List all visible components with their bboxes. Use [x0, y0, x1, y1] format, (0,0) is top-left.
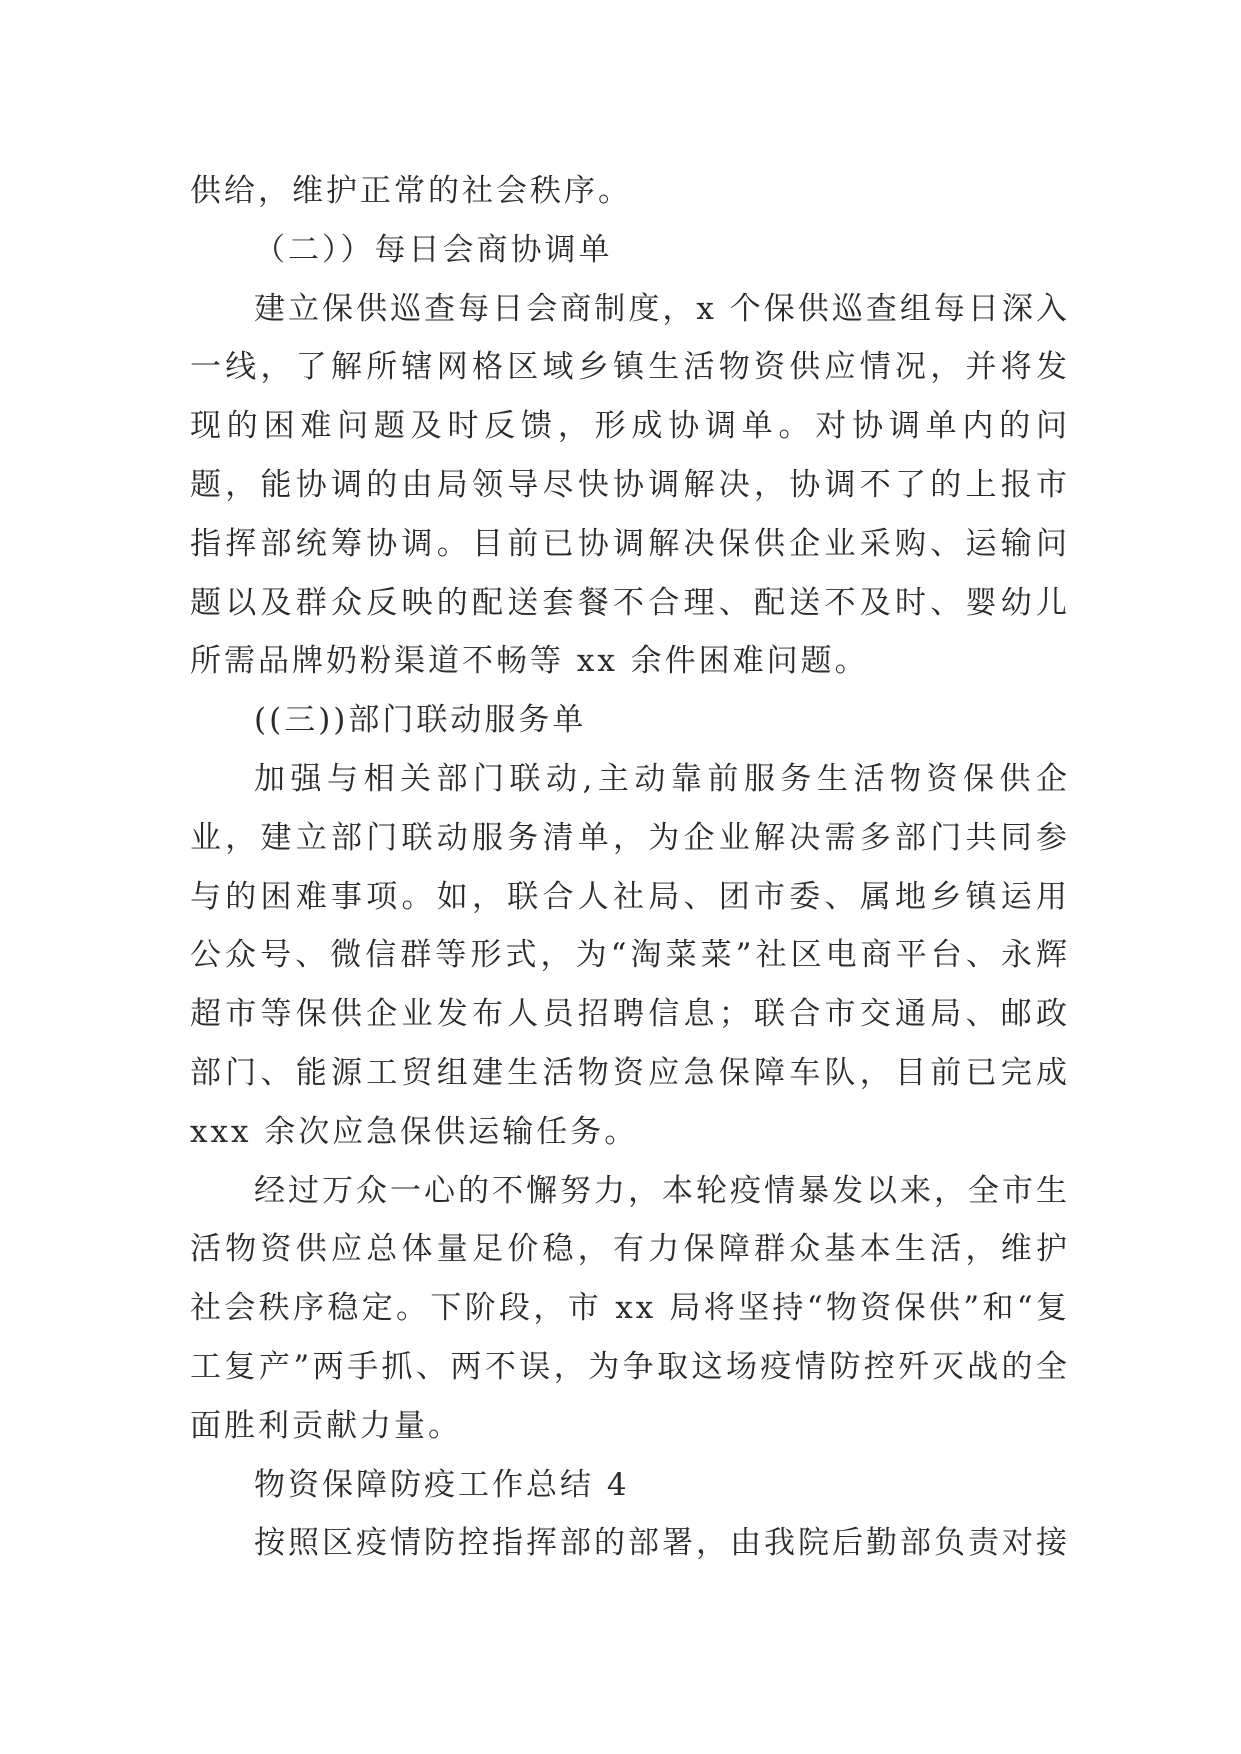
- subheading-daily-coordination: （二））每日会商协调单: [254, 231, 613, 268]
- paragraph-summary-4-intro: 按照区疫情防控指挥部的部署，由我院后勤部负责对接: [254, 1525, 1070, 1562]
- subheading-department-service: ((三))部门联动服务单: [254, 702, 587, 739]
- paragraph-conclusion: 经过万众一心的不懈努力，本轮疫情暴发以来，全市生活物资供应总体量足价稳，有力保障群众基本生活，维护社会秩序稳定。下阶段，市 xx 局将坚持“物资保供”和“复工复产”两手抓、两不误，为争取这场疫情防控歼灭战的全面胜利贡献力量。: [190, 1172, 1070, 1444]
- paragraph-continued: 供给，维护正常的社会秩序。: [190, 173, 632, 209]
- document-body: [190, 162, 1070, 1573]
- paragraph-daily-coordination: 建立保供巡查每日会商制度，x 个保供巡查组每日深入一线，了解所辖网格区域乡镇生活物资供应情况，并将发现的困难问题及时反馈，形成协调单。对协调单内的问题，能协调的由局领导尽快协调解决，协调不了的上报市指挥部统筹协调。目前已协调解决保供企业采购、运输问题以及群众反映的配送套餐不合理、配送不及时、婴幼儿所需品牌奶粉渠道不畅等 xx 余件困难问题。: [190, 290, 1070, 680]
- paragraph-department-service: 加强与相关部门联动,主动靠前服务生活物资保供企业，建立部门联动服务清单，为企业解决需多部门共同参与的困难事项。如，联合人社局、团市委、属地乡镇运用公众号、微信群等形式，为“淘菜菜”社区电商平台、永辉超市等保供企业发布人员招聘信息；联合市交通局、邮政部门、能源工贸组建生活物资应急保障车队，目前已完成 xxx 余次应急保供运输任务。: [190, 760, 1070, 1150]
- section-title-summary-4: 物资保障防疫工作总结 4: [254, 1466, 630, 1503]
